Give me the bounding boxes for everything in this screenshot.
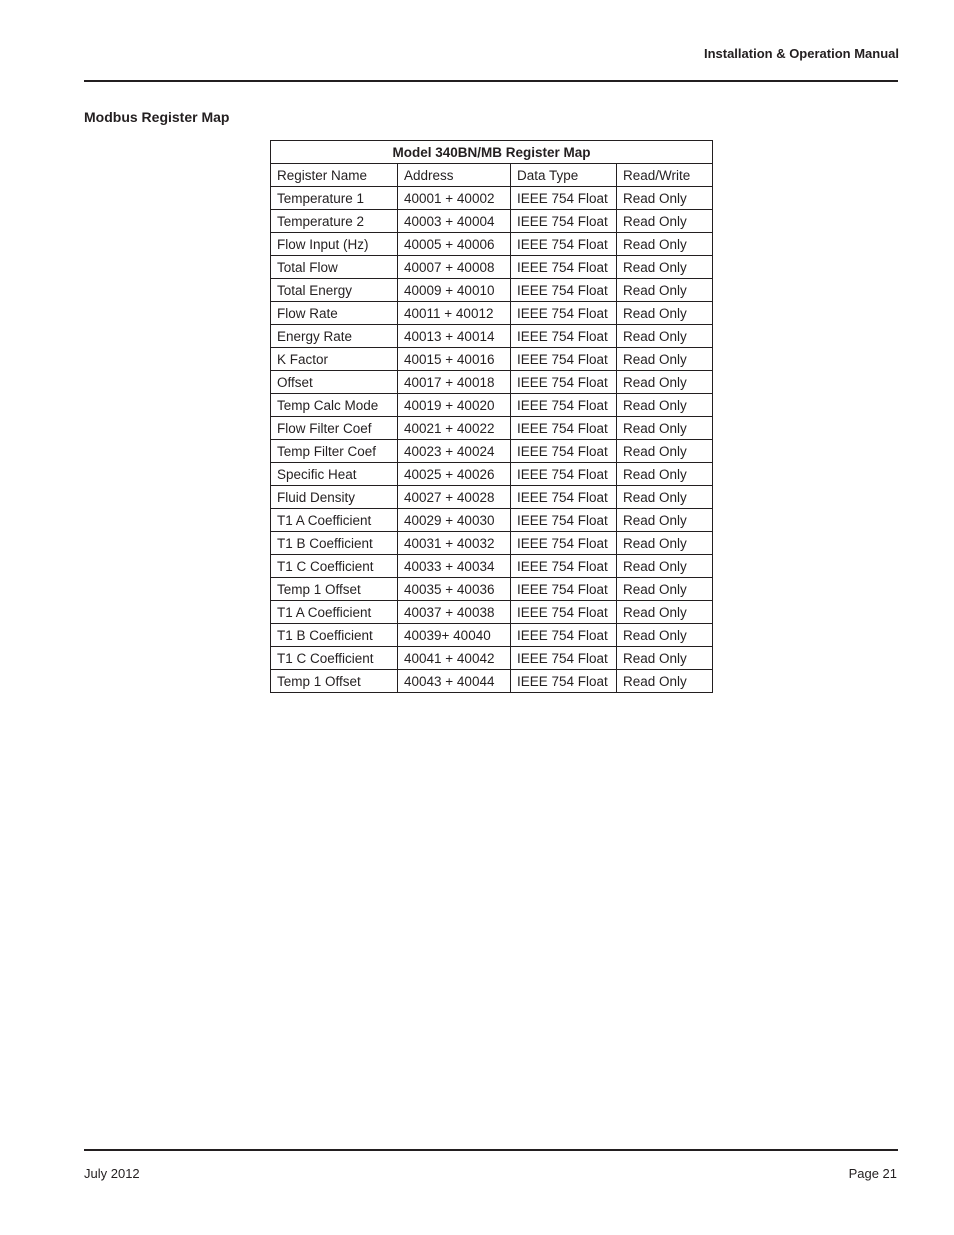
data-type-cell: IEEE 754 Float bbox=[511, 417, 617, 440]
column-header: Address bbox=[398, 164, 511, 187]
address-cell: 40025 + 40026 bbox=[398, 463, 511, 486]
read-write-cell: Read Only bbox=[617, 394, 713, 417]
data-type-cell: IEEE 754 Float bbox=[511, 279, 617, 302]
table-row bbox=[271, 532, 713, 555]
data-type-cell: IEEE 754 Float bbox=[511, 302, 617, 325]
table-caption-row bbox=[271, 141, 713, 164]
table-row bbox=[271, 394, 713, 417]
table-row bbox=[271, 279, 713, 302]
register-name-cell: Temperature 1 bbox=[271, 187, 398, 210]
table-row bbox=[271, 233, 713, 256]
register-name-cell: Total Energy bbox=[271, 279, 398, 302]
data-type-cell: IEEE 754 Float bbox=[511, 670, 617, 693]
address-cell: 40001 + 40002 bbox=[398, 187, 511, 210]
address-cell: 40043 + 40044 bbox=[398, 670, 511, 693]
section-heading: Modbus Register Map bbox=[84, 109, 230, 125]
data-type-cell: IEEE 754 Float bbox=[511, 187, 617, 210]
register-name-cell: Total Flow bbox=[271, 256, 398, 279]
read-write-cell: Read Only bbox=[617, 210, 713, 233]
register-name-cell: Temp 1 Offset bbox=[271, 578, 398, 601]
table-row bbox=[271, 302, 713, 325]
register-map-table bbox=[270, 140, 713, 693]
address-cell: 40033 + 40034 bbox=[398, 555, 511, 578]
register-name-cell: Offset bbox=[271, 371, 398, 394]
data-type-cell: IEEE 754 Float bbox=[511, 555, 617, 578]
address-cell: 40015 + 40016 bbox=[398, 348, 511, 371]
read-write-cell: Read Only bbox=[617, 624, 713, 647]
register-name-cell: Fluid Density bbox=[271, 486, 398, 509]
table-row bbox=[271, 555, 713, 578]
register-name-cell: Energy Rate bbox=[271, 325, 398, 348]
data-type-cell: IEEE 754 Float bbox=[511, 647, 617, 670]
register-name-cell: Temp 1 Offset bbox=[271, 670, 398, 693]
column-header: Data Type bbox=[511, 164, 617, 187]
read-write-cell: Read Only bbox=[617, 440, 713, 463]
table-row bbox=[271, 440, 713, 463]
table-row bbox=[271, 463, 713, 486]
data-type-cell: IEEE 754 Float bbox=[511, 210, 617, 233]
data-type-cell: IEEE 754 Float bbox=[511, 256, 617, 279]
address-cell: 40003 + 40004 bbox=[398, 210, 511, 233]
header-divider bbox=[84, 80, 898, 82]
read-write-cell: Read Only bbox=[617, 555, 713, 578]
data-type-cell: IEEE 754 Float bbox=[511, 325, 617, 348]
data-type-cell: IEEE 754 Float bbox=[511, 486, 617, 509]
read-write-cell: Read Only bbox=[617, 279, 713, 302]
table-row bbox=[271, 578, 713, 601]
address-cell: 40035 + 40036 bbox=[398, 578, 511, 601]
read-write-cell: Read Only bbox=[617, 371, 713, 394]
register-name-cell: T1 C Coefficient bbox=[271, 647, 398, 670]
register-name-cell: T1 A Coefficient bbox=[271, 601, 398, 624]
data-type-cell: IEEE 754 Float bbox=[511, 233, 617, 256]
table-row bbox=[271, 624, 713, 647]
address-cell: 40031 + 40032 bbox=[398, 532, 511, 555]
register-name-cell: T1 A Coefficient bbox=[271, 509, 398, 532]
read-write-cell: Read Only bbox=[617, 417, 713, 440]
column-header: Read/Write bbox=[617, 164, 713, 187]
data-type-cell: IEEE 754 Float bbox=[511, 440, 617, 463]
address-cell: 40013 + 40014 bbox=[398, 325, 511, 348]
table-header-row bbox=[271, 164, 713, 187]
footer-page-number: Page 21 bbox=[848, 1166, 897, 1181]
data-type-cell: IEEE 754 Float bbox=[511, 348, 617, 371]
data-type-cell: IEEE 754 Float bbox=[511, 394, 617, 417]
table-row bbox=[271, 647, 713, 670]
register-name-cell: Temp Filter Coef bbox=[271, 440, 398, 463]
read-write-cell: Read Only bbox=[617, 601, 713, 624]
register-name-cell: Temperature 2 bbox=[271, 210, 398, 233]
register-name-cell: Flow Filter Coef bbox=[271, 417, 398, 440]
read-write-cell: Read Only bbox=[617, 348, 713, 371]
table-caption: Model 340BN/MB Register Map bbox=[271, 141, 713, 164]
address-cell: 40021 + 40022 bbox=[398, 417, 511, 440]
address-cell: 40019 + 40020 bbox=[398, 394, 511, 417]
footer-date: July 2012 bbox=[84, 1166, 140, 1181]
register-name-cell: Temp Calc Mode bbox=[271, 394, 398, 417]
page-header-title: Installation & Operation Manual bbox=[703, 46, 899, 61]
register-name-cell: Flow Rate bbox=[271, 302, 398, 325]
address-cell: 40009 + 40010 bbox=[398, 279, 511, 302]
address-cell: 40037 + 40038 bbox=[398, 601, 511, 624]
table-row bbox=[271, 670, 713, 693]
read-write-cell: Read Only bbox=[617, 532, 713, 555]
table-row bbox=[271, 371, 713, 394]
read-write-cell: Read Only bbox=[617, 187, 713, 210]
footer-divider bbox=[84, 1149, 898, 1151]
address-cell: 40017 + 40018 bbox=[398, 371, 511, 394]
table-row bbox=[271, 325, 713, 348]
register-name-cell: Specific Heat bbox=[271, 463, 398, 486]
data-type-cell: IEEE 754 Float bbox=[511, 624, 617, 647]
address-cell: 40007 + 40008 bbox=[398, 256, 511, 279]
register-name-cell: K Factor bbox=[271, 348, 398, 371]
data-type-cell: IEEE 754 Float bbox=[511, 371, 617, 394]
table-row bbox=[271, 509, 713, 532]
table-row bbox=[271, 486, 713, 509]
read-write-cell: Read Only bbox=[617, 509, 713, 532]
read-write-cell: Read Only bbox=[617, 233, 713, 256]
read-write-cell: Read Only bbox=[617, 578, 713, 601]
register-name-cell: T1 B Coefficient bbox=[271, 624, 398, 647]
data-type-cell: IEEE 754 Float bbox=[511, 578, 617, 601]
register-name-cell: T1 B Coefficient bbox=[271, 532, 398, 555]
table-row bbox=[271, 210, 713, 233]
table-row bbox=[271, 187, 713, 210]
register-name-cell: Flow Input (Hz) bbox=[271, 233, 398, 256]
address-cell: 40023 + 40024 bbox=[398, 440, 511, 463]
table-row bbox=[271, 348, 713, 371]
address-cell: 40005 + 40006 bbox=[398, 233, 511, 256]
read-write-cell: Read Only bbox=[617, 670, 713, 693]
read-write-cell: Read Only bbox=[617, 302, 713, 325]
read-write-cell: Read Only bbox=[617, 256, 713, 279]
address-cell: 40041 + 40042 bbox=[398, 647, 511, 670]
table-row bbox=[271, 601, 713, 624]
address-cell: 40011 + 40012 bbox=[398, 302, 511, 325]
table-row bbox=[271, 417, 713, 440]
read-write-cell: Read Only bbox=[617, 463, 713, 486]
address-cell: 40029 + 40030 bbox=[398, 509, 511, 532]
data-type-cell: IEEE 754 Float bbox=[511, 509, 617, 532]
data-type-cell: IEEE 754 Float bbox=[511, 463, 617, 486]
address-cell: 40039+ 40040 bbox=[398, 624, 511, 647]
read-write-cell: Read Only bbox=[617, 486, 713, 509]
column-header: Register Name bbox=[271, 164, 398, 187]
table-row bbox=[271, 256, 713, 279]
read-write-cell: Read Only bbox=[617, 647, 713, 670]
register-name-cell: T1 C Coefficient bbox=[271, 555, 398, 578]
table-body bbox=[271, 187, 713, 693]
read-write-cell: Read Only bbox=[617, 325, 713, 348]
address-cell: 40027 + 40028 bbox=[398, 486, 511, 509]
data-type-cell: IEEE 754 Float bbox=[511, 601, 617, 624]
data-type-cell: IEEE 754 Float bbox=[511, 532, 617, 555]
